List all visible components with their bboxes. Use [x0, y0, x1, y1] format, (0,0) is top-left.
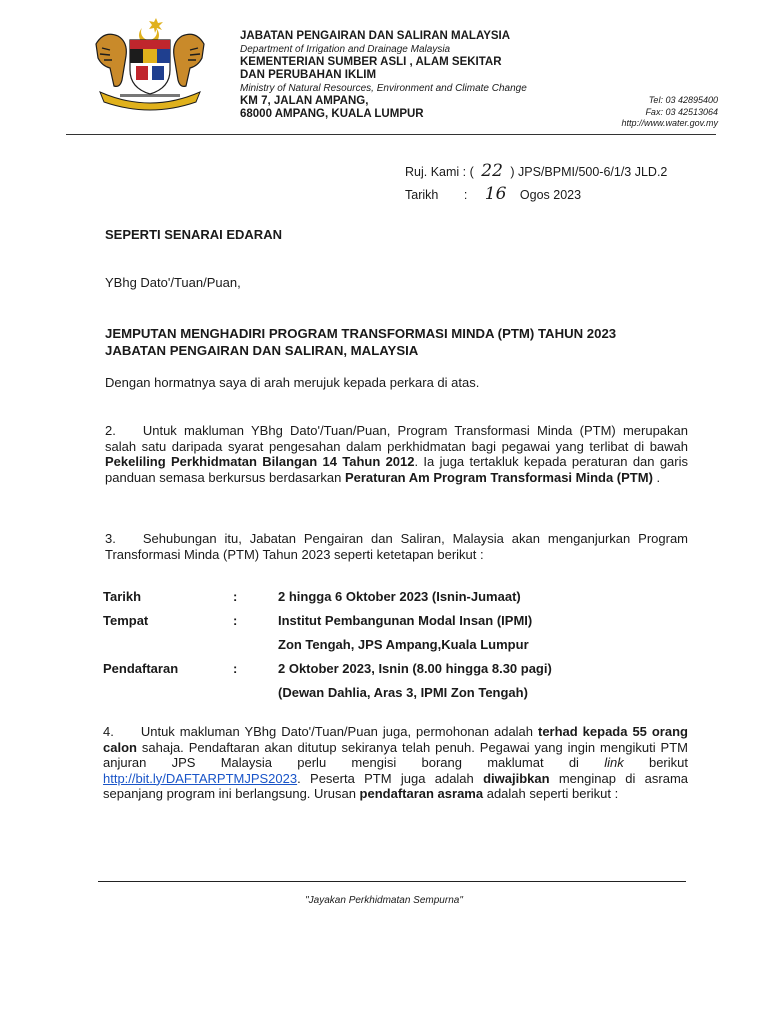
opening-paragraph: Dengan hormatnya saya di arah merujuk kepada perkara di atas. — [105, 375, 480, 390]
paragraph-2 — [105, 423, 688, 485]
para4-limit: terhad kepada 55 orang calon — [103, 724, 688, 755]
detail-value-date: 2 hingga 6 Oktober 2023 (Isnin-Jumaat) — [278, 589, 521, 604]
date-line — [405, 183, 667, 206]
para4-text-1: Untuk makluman YBhg Dato'/Tuan/Puan juga, permohonan adalah — [140, 724, 538, 739]
para2-text-2: . Ia juga tertakluk kepada peraturan dan garis panduan semasa berkursus berdasarkan — [105, 454, 688, 485]
paragraph-4 — [103, 724, 688, 802]
ref-code: ) JPS/BPMI/500-6/1/3 JLD.2 — [510, 165, 668, 179]
ministry-line-1: KEMENTERIAN SUMBER ASLI , ALAM SEKITAR — [240, 56, 502, 68]
recipient: SEPERTI SENARAI EDARAN — [105, 227, 282, 242]
date-day-handwritten: 16 — [484, 184, 507, 204]
para2-regulation-ref: Peraturan Am Program Transformasi Minda (PTM) — [344, 469, 653, 485]
para3-number: 3. — [105, 531, 116, 546]
detail-row-venue — [103, 609, 703, 657]
para4-text-4: . Peserta PTM juga adalah — [297, 770, 484, 786]
paragraph-3 — [105, 531, 688, 562]
footer-motto: "Jayakan Perkhidmatan Sempurna" — [305, 895, 463, 906]
detail-colon: : — [233, 589, 238, 604]
detail-value-venue-2: Zon Tengah, JPS Ampang,Kuala Lumpur — [278, 637, 529, 652]
reference-block — [405, 160, 667, 206]
program-details — [103, 585, 703, 710]
detail-row-registration — [103, 657, 703, 705]
coat-of-arms-logo — [86, 14, 214, 114]
date-label: Tarikh — [405, 188, 439, 202]
contact-block — [621, 95, 718, 130]
para4-text-6: adalah seperti berikut : — [483, 786, 619, 801]
para4-link-word: link — [604, 755, 624, 770]
org-name-english: Department of Irrigation and Drainage Malaysia — [240, 44, 451, 55]
ministry-english: Ministry of Natural Resources, Environment and Climate Change — [240, 83, 527, 94]
salutation: YBhg Dato'/Tuan/Puan, — [105, 275, 241, 290]
detail-colon: : — [233, 661, 238, 676]
date-colon: : — [463, 188, 468, 202]
header-divider — [66, 134, 716, 135]
detail-label-date: Tarikh — [103, 589, 142, 604]
detail-value-venue-1: Institut Pembangunan Modal Insan (IPMI) — [278, 613, 533, 628]
subject-line-2: JABATAN PENGAIRAN DAN SALIRAN, MALAYSIA — [105, 342, 419, 358]
website[interactable]: http://www.water.gov.my — [621, 118, 718, 128]
footer-divider — [98, 881, 686, 882]
para4-hostel-registration: pendaftaran asrama — [359, 786, 484, 801]
address-line-2: 68000 AMPANG, KUALA LUMPUR — [240, 108, 424, 120]
ministry-line-2: DAN PERUBAHAN IKLIM — [240, 69, 377, 81]
para2-circular-ref: Pekeliling Perkhidmatan Bilangan 14 Tahun 2012 — [105, 454, 415, 469]
letterhead — [240, 30, 527, 121]
reference-line — [405, 160, 667, 183]
para4-number: 4. — [103, 724, 114, 739]
detail-colon: : — [233, 613, 238, 628]
telephone: Tel: 03 42895400 — [648, 95, 718, 105]
subject-line-1: JEMPUTAN MENGHADIRI PROGRAM TRANSFORMASI MINDA (PTM) TAHUN 2023 — [105, 326, 617, 341]
org-name: JABATAN PENGAIRAN DAN SALIRAN MALAYSIA — [240, 30, 511, 42]
detail-value-registration-2: (Dewan Dahlia, Aras 3, IPMI Zon Tengah) — [278, 685, 528, 700]
ref-number-handwritten: 22 — [481, 161, 503, 181]
para4-text-5: menginap di asrama sepanjang program ini berlangsung. Urusan — [103, 770, 689, 801]
para4-mandatory: diwajibkan — [483, 770, 550, 786]
para4-text-2: sahaja. Pendaftaran akan ditutup sekiranya telah penuh. Pegawai yang ingin mengikuti PTM anjuran JPS Malaysia perlu mengisi borang maklumat di — [103, 739, 688, 770]
para4-text-3: berikut — [623, 755, 688, 770]
registration-link[interactable]: http://bit.ly/DAFTARPTMJPS2023 — [103, 770, 298, 786]
date-month-year: Ogos 2023 — [519, 188, 582, 202]
detail-label-registration: Pendaftaran — [103, 661, 179, 676]
detail-value-registration-1: 2 Oktober 2023, Isnin (8.00 hingga 8.30 pagi) — [278, 661, 552, 676]
address-line-1: KM 7, JALAN AMPANG, — [240, 95, 369, 107]
detail-label-venue: Tempat — [103, 613, 149, 628]
para2-number: 2. — [105, 423, 116, 438]
fax: Fax: 03 42513064 — [645, 106, 718, 117]
ref-label: Ruj. Kami : ( — [405, 165, 474, 179]
para2-text-1: Untuk makluman YBhg Dato'/Tuan/Puan, Program Transformasi Minda (PTM) merupakan salah satu daripada syarat pengesahan dalam perkhidmatan bagi pegawai yang terlibat di bawah — [105, 423, 688, 454]
para3-text: Sehubungan itu, Jabatan Pengairan dan Saliran, Malaysia akan menganjurkan Program Transformasi Minda (PTM) Tahun 2023 seperti ketetapan berikut : — [105, 531, 688, 562]
detail-row-date — [103, 585, 703, 609]
subject — [105, 326, 690, 358]
para2-text-3: . — [652, 469, 661, 485]
